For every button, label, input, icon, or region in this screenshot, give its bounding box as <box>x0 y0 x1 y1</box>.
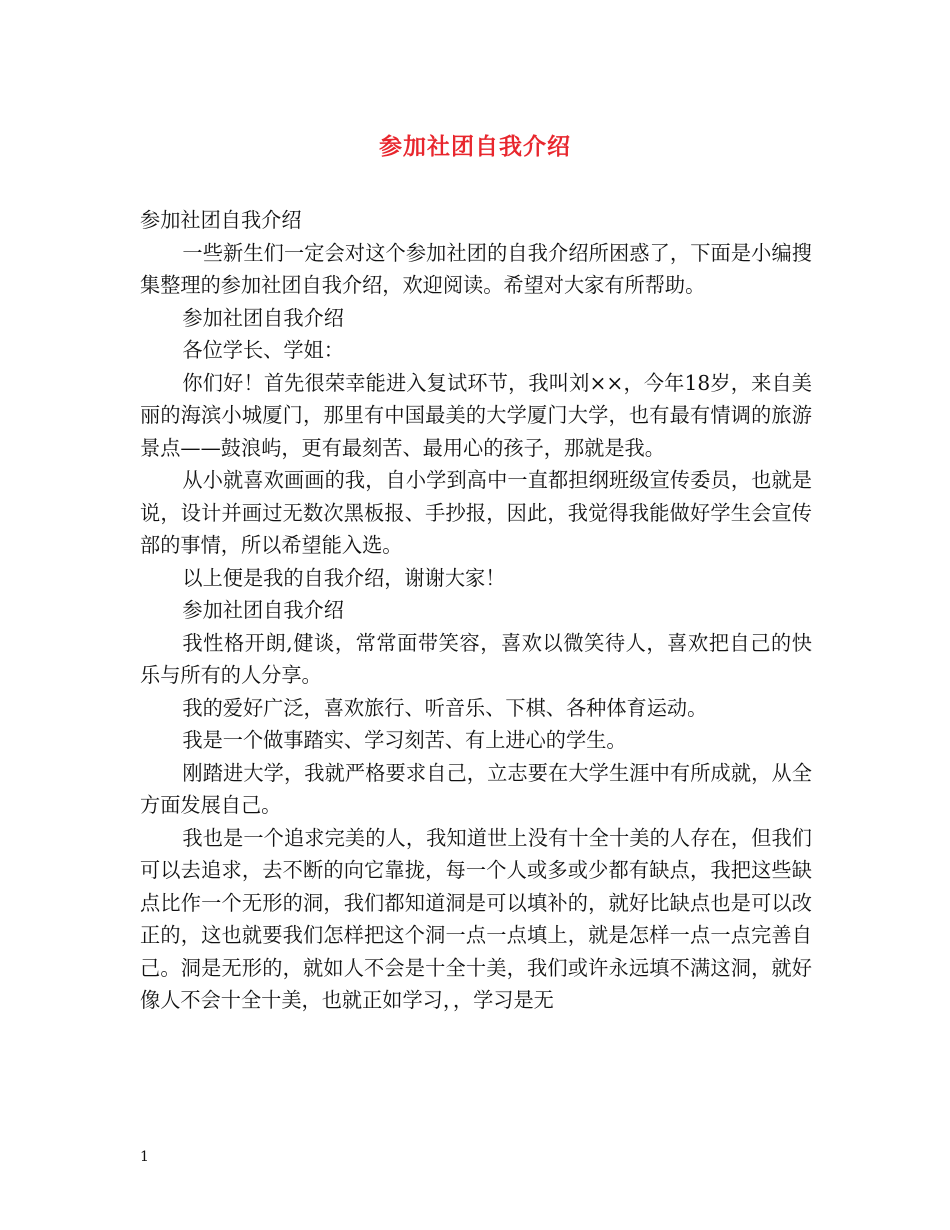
paragraph: 以上便是我的自我介绍，谢谢大家！ <box>182 565 506 590</box>
paragraph-greeting: 各位学长、学姐： <box>182 338 344 362</box>
paragraph-subheading: 参加社团自我介绍 <box>182 305 344 330</box>
paragraph: 我性格开朗,健谈，常常面带笑容，喜欢以微笑待人，喜欢把自己的快乐与所有的人分享。 <box>140 630 812 687</box>
paragraph: 我是一个做事踏实、学习刻苦、有上进心的学生。 <box>182 728 627 752</box>
paragraph-heading: 参加社团自我介绍 <box>140 208 302 232</box>
document-body <box>140 204 812 1017</box>
page-number: 1 <box>140 1149 149 1165</box>
paragraph-subheading: 参加社团自我介绍 <box>182 598 344 622</box>
paragraph-intro: 一些新生们一定会对这个参加社团的自我介绍所困惑了，下面是小编搜集整理的参加社团自我介绍，欢迎阅读。希望对大家有所帮助。 <box>140 240 812 297</box>
paragraph: 刚踏进大学，我就严格要求自己，立志要在大学生涯中有所成就，从全方面发展自己。 <box>140 760 812 817</box>
paragraph: 从小就喜欢画画的我，自小学到高中一直都担纲班级宣传委员，也就是说，设计并画过无数次黑板报、手抄报，因此，我觉得我能做好学生会宣传部的事情，所以希望能入选。 <box>140 468 812 557</box>
paragraph: 我的爱好广泛，喜欢旅行、听音乐、下棋、各种体育运动。 <box>182 695 708 720</box>
paragraph: 我也是一个追求完美的人，我知道世上没有十全十美的人存在，但我们可以去追求，去不断的向它靠拢，每一个人或多或少都有缺点，我把这些缺点比作一个无形的洞，我们都知道洞是可以填补的，就好比缺点也是可以改正的，这也就要我们怎样把这个洞一点一点填上，就是怎样一点一点完善自己。洞是无形的，就如人不会是十全十美，我们或许永远填不满这洞，就好像人不会十全十美，也就正如学习，，学习是无 <box>140 825 812 1012</box>
paragraph: 你们好！首先很荣幸能进入复试环节，我叫刘××，今年18岁，来自美丽的海滨小城厦门，那里有中国最美的大学厦门大学，也有最有情调的旅游景点——鼓浪屿，更有最刻苦、最用心的孩子，那就是我。 <box>140 370 812 460</box>
document-title: 参加社团自我介绍 <box>379 133 571 160</box>
